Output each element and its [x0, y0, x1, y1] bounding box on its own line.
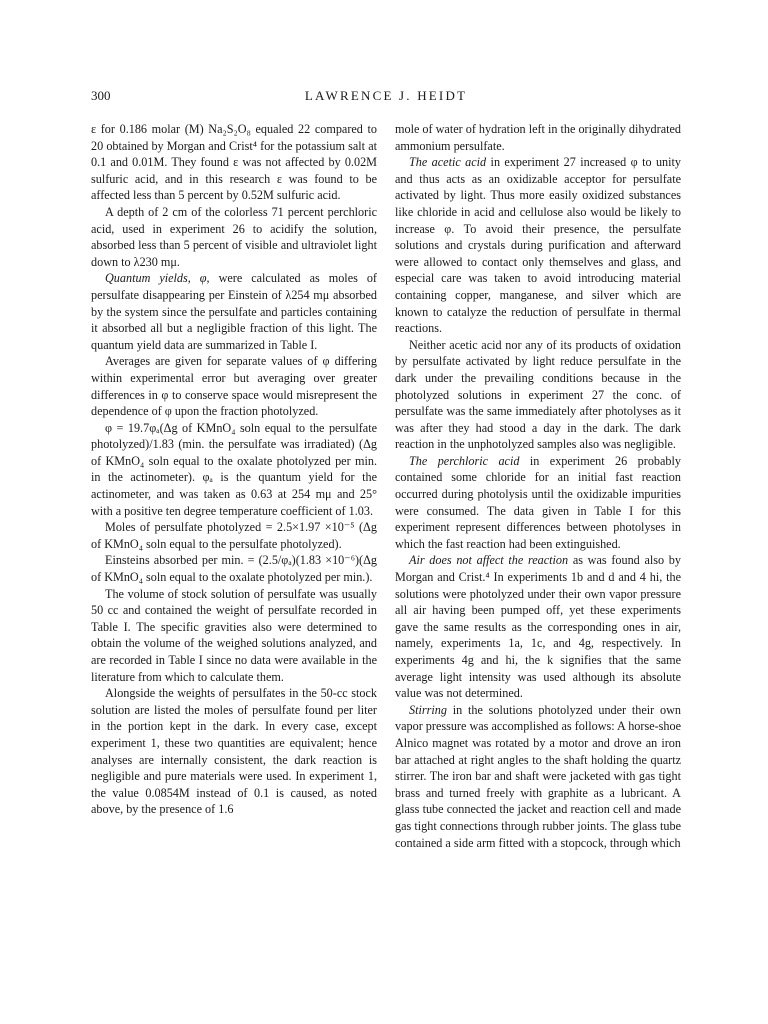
paragraph: Averages are given for separate values of φ differing within experimental error but averaging over greater differences in φ to conserve space would misrepresent the dependence of φ upon the fraction photolyzed.	[91, 354, 377, 419]
paragraph	[395, 154, 681, 337]
running-head: LAWRENCE J. HEIDT	[304, 88, 468, 103]
paragraph-text: in the solutions photolyzed under their own vapor pressure was accomplished as follows: A horse-shoe Alnico magnet was rotated by a motor and drove an iron bar attached at right angles to the shaft holding the quartz stirrer. The iron bar and shaft were jacketed with gas tight brass and turned freely with graphite as a lubricant. A glass tube connected the jacket and reaction cell and made gas tight connections through rubber joints. The glass tube contained a side arm fitted with a stopcock, through which	[395, 702, 682, 850]
paragraph	[395, 702, 681, 851]
paragraph: φ = 19.7φₐ(Δg of KMnO₄ soln equal to the persulfate photolyzed)/1.83 (min. the persulfate was irradiated) (Δg of KMnO₄ soln equal to the oxalate photolyzed per min. in the actinometer). φₐ is the quantum yield for the actinometer, and was taken as 0.63 at 254 mμ and 25° with a positive ten degree temperature coefficient of 1.03.	[91, 420, 377, 518]
paragraph: The volume of stock solution of persulfate was usually 50 cc and contained the weight of persulfate recorded in Table I. The specific gravities also were determined to obtain the volume of the weighed solutions analyzed, and are recorded in Table I since no data were available in the literature from which to calculate them.	[91, 586, 377, 684]
right-column	[395, 121, 681, 851]
page-number: 300	[91, 88, 111, 103]
paragraph	[395, 552, 681, 701]
paragraph: mole of water of hydration left in the originally dihydrated ammonium persulfate.	[395, 122, 681, 153]
paragraph	[91, 270, 377, 353]
paragraph: Alongside the weights of persulfates in the 50-cc stock solution are listed the moles of persulfate found per liter in the portion kept in the dark. In every case, except experiment 1, these two quantities are equivalent; hence analyses are internally consistent, the dark reaction is negligible and pure materials were used. In experiment 1, the value 0.0854M instead of 0.1 is caused, as noted above, by the presence of 1.6	[91, 686, 377, 817]
paragraph: Einsteins absorbed per min. = (2.5/φₐ)(1.83 ×10⁻⁶)(Δg of KMnO₄ soln equal to the oxalate photolyzed per min.).	[91, 553, 377, 585]
section-lead: Stirring	[409, 702, 447, 717]
paragraph: Moles of persulfate photolyzed = 2.5×1.97 ×10⁻⁵ (Δg of KMnO₄ soln equal to the persulfate photolyzed).	[91, 520, 377, 551]
section-lead: The perchloric acid	[409, 453, 520, 468]
paragraph-text: were calculated as moles of persulfate disappearing per Einstein of λ254 mμ absorbed by the system since the persulfate and particles containing it absorbed all but a negligible fraction of this light. The quantum yield data are summarized in Table I.	[91, 271, 377, 352]
section-lead: Quantum yields, φ,	[105, 271, 210, 286]
left-column	[91, 121, 377, 818]
section-lead: Air does not affect the reaction	[409, 553, 569, 568]
paragraph-text: as was found also by Morgan and Crist.⁴ In experiments 1b and d and 4 hi, the solutions were photolyzed under their own vapor pressure all air having been pumped off, yet these experiments gave the same results as the corresponding ones in air, namely, experiments 1a, 1c, and 4g, respectively. In experiments 4g and hi, the k signifies that the same average light intensity was used although its absolute value was not determined.	[395, 553, 681, 701]
paragraph: Neither acetic acid nor any of its products of oxidation by persulfate activated by light reduce persulfate in the dark under the prevailing conditions because in the photolyzed solutions in experiment 27 the conc. of persulfate was the same immediately after photolyses as it was after they had stood a day in the dark. The dark reaction in the unphotolyzed samples also was negligible.	[395, 337, 681, 452]
section-lead: The acetic acid	[409, 155, 487, 170]
paragraph-text: in experiment 27 increased φ to unity and thus acts as an oxidizable acceptor for persulfate activated by light. Thus more easily oxidized substances like chloride in acid and cellulose also would be likely to increase φ. To avoid their presence, the persulfate solutions and crystals during purification and afterward were allowed to contact only themselves and glass, and especial care was taken to avoid introducing material containing copper, manganese, and silver which are known to catalyze the reduction of persulfate in thermal reactions.	[395, 155, 681, 336]
paragraph	[395, 453, 681, 553]
paragraph: A depth of 2 cm of the colorless 71 percent perchloric acid, used in experiment 26 to acidify the solution, absorbed less than 5 percent of visible and ultraviolet light down to λ230 mμ.	[91, 204, 377, 269]
paragraph-text: in experiment 26 probably contained some chloride for an initial fast reaction occurred during photolysis until the oxidizable impurities were consumed. The data given in Table I for this experiment represent differences between photolyses in which the fast reaction had been extinguished.	[395, 453, 681, 551]
page-header	[91, 88, 681, 106]
paragraph: ε for 0.186 molar (M) Na₂S₂O₈ equaled 22 compared to 20 obtained by Morgan and Crist⁴ for the potassium salt at 0.1 and 0.01M. They found ε was not affected by 0.02M sulfuric acid, and in this research ε was found to be affected less than 5 percent by 0.52M sulfuric acid.	[91, 122, 377, 203]
